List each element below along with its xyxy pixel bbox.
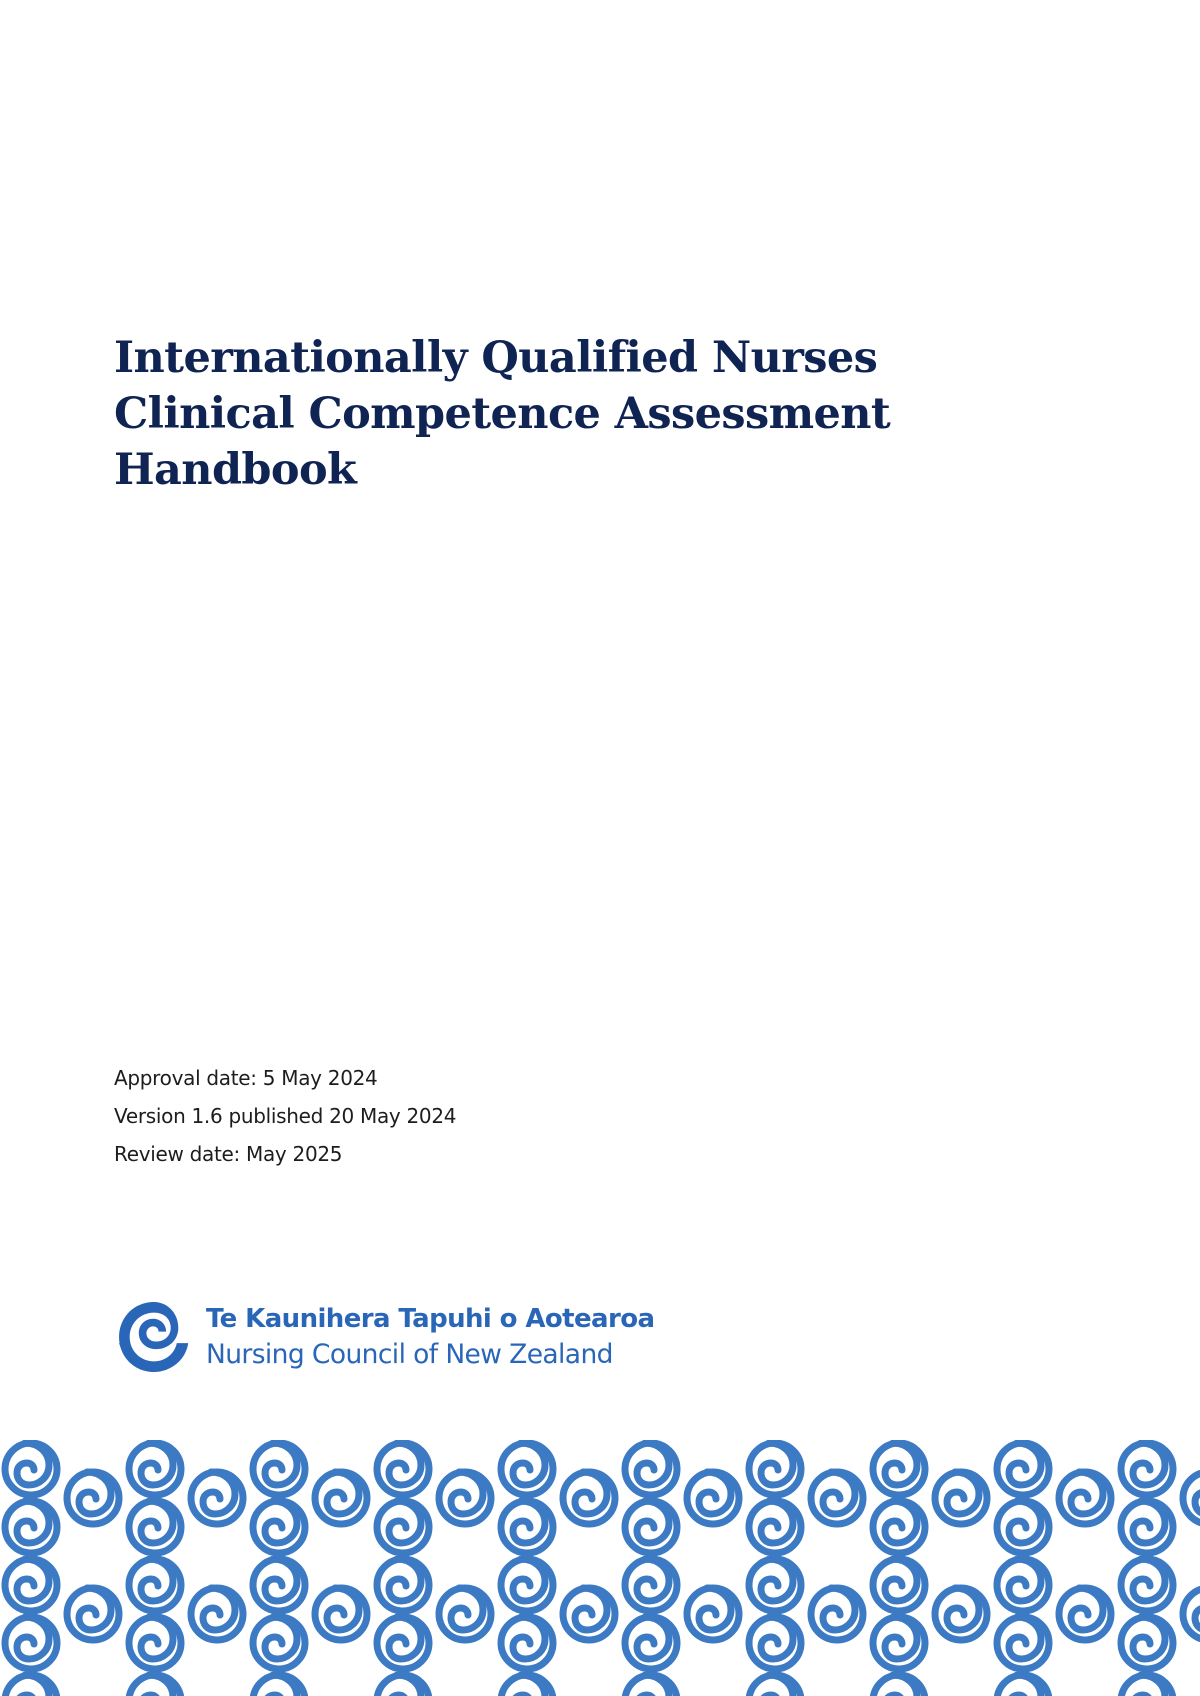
page-title [114, 330, 1014, 498]
title-line-3: Handbook [114, 445, 357, 495]
koru-pattern-footer [0, 1440, 1200, 1696]
document-meta [114, 1059, 456, 1173]
logo-name-maori: Te Kaunihera Tapuhi o Aotearoa [206, 1304, 655, 1334]
version-info: Version 1.6 published 20 May 2024 [114, 1104, 457, 1128]
koru-spiral-icon [116, 1299, 192, 1375]
logo-name-english: Nursing Council of New Zealand [206, 1339, 613, 1370]
approval-date: Approval date: 5 May 2024 [114, 1066, 378, 1090]
title-line-1: Internationally Qualified Nurses [114, 333, 878, 383]
title-line-2: Clinical Competence Assessment [114, 389, 891, 439]
nursing-council-logo [116, 1298, 654, 1376]
logo-text [206, 1301, 654, 1373]
review-date: Review date: May 2025 [114, 1142, 343, 1166]
koru-spiral-pattern [0, 1440, 1200, 1696]
